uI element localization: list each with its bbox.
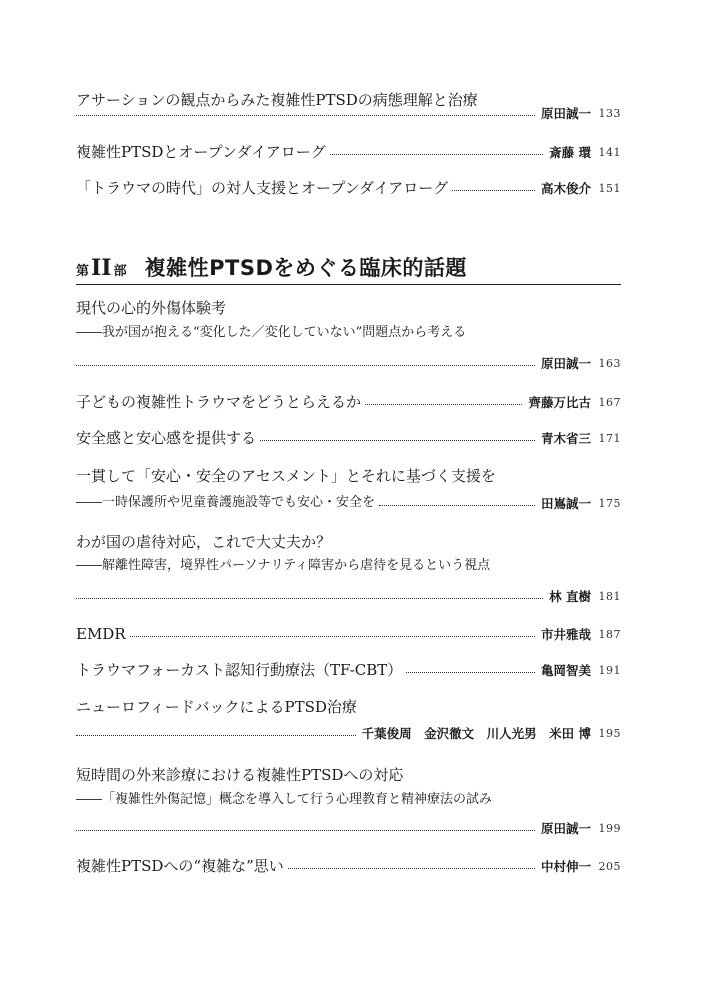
toc-entry-subtitle: ――解離性障害，境界性パーソナリティ障害から虐待を見るという視点	[76, 558, 491, 573]
toc-entry-title: 安全感と安心感を提供する	[76, 429, 257, 447]
toc-entry-author: 亀岡智美	[540, 663, 591, 678]
toc-entry-title: 「トラウマの時代」の対人支援とオープンダイアローグ	[76, 179, 449, 197]
toc-entry-author: 齊藤万比古	[528, 395, 591, 410]
toc-entry-title: トラウマフォーカスト認知行動療法（TF-CBT）	[76, 661, 403, 679]
toc-entry-page-number: 167	[598, 395, 621, 409]
toc-entry-leader-row[interactable]	[76, 586, 621, 606]
toc-entry[interactable]	[76, 624, 621, 644]
toc-entry-subtitle: ――「複雑性外傷記憶」概念を導入して行う心理教育と精神療法の試み	[76, 792, 493, 807]
leader-dots	[76, 598, 543, 599]
toc-entry-author: 原田誠一	[540, 356, 591, 371]
part-heading-rule	[76, 284, 621, 285]
toc-entry-page-number: 151	[598, 181, 621, 195]
toc-entry-title: アサーションの観点からみた複雑性PTSDの病態理解と治療	[76, 91, 478, 109]
toc-entry-title: 一貫して「安心・安全のアセスメント」とそれに基づく支援を	[76, 467, 496, 485]
toc-entry[interactable]	[76, 493, 621, 513]
toc-entry-leader-row[interactable]	[76, 723, 621, 743]
toc-entry[interactable]	[76, 392, 621, 412]
toc-entry-authors: 千葉俊周 金沢徹文 川人光男 米田 博	[361, 726, 591, 741]
toc-entry-subtitle: ――一時保護所や児童養護施設等でも安心・安全を	[76, 495, 376, 510]
toc-entry-page-number: 133	[598, 106, 621, 120]
toc-entry-title: ニューロフィードバックによるPTSD治療	[76, 698, 357, 716]
leader-dots	[379, 505, 535, 506]
toc-entry-title: 子どもの複雑性トラウマをどうとらえるか	[76, 393, 362, 411]
leader-dots	[330, 154, 543, 155]
leader-dots	[76, 830, 535, 831]
leader-dots	[365, 404, 522, 405]
leader-dots	[76, 365, 535, 366]
toc-entry-title: 複雑性PTSDへの“複雑な”思い	[76, 857, 284, 875]
toc-entry-author: 原田誠一	[540, 106, 591, 121]
toc-entry-title: 複雑性PTSDとオープンダイアローグ	[76, 143, 326, 161]
toc-entry-title: 現代の心的外傷体験考	[76, 299, 227, 317]
leader-dots	[130, 636, 535, 637]
toc-entry-author: 斎藤 環	[549, 145, 591, 160]
toc-entry-leader-row[interactable]	[76, 353, 621, 373]
toc-entry-author: 高木俊介	[540, 181, 591, 196]
toc-entry-leader-row[interactable]	[76, 818, 621, 838]
leader-dots	[260, 440, 535, 441]
toc-entry[interactable]	[76, 142, 621, 162]
toc-entry-page-number: 171	[598, 431, 621, 445]
part-heading	[76, 252, 467, 284]
part-number: II	[91, 255, 112, 281]
toc-entry-page-number: 199	[598, 821, 621, 835]
toc-entry-author: 中村伸一	[540, 859, 591, 874]
toc-entry-author: 原田誠一	[540, 821, 591, 836]
toc-entry-author: 青木省三	[540, 431, 591, 446]
toc-entry[interactable]	[76, 856, 621, 876]
toc-entry-title: わが国の虐待対応，これで大丈夫か？	[76, 533, 332, 551]
toc-entry-page-number: 187	[598, 627, 621, 641]
toc-entry-page-number: 205	[598, 859, 621, 873]
toc-entry-page-number: 175	[598, 496, 621, 510]
toc-entry-subtitle: ――我が国が抱える“変化した／変化していない”問題点から考える	[76, 325, 467, 340]
part-label-prefix: 第	[76, 264, 90, 279]
leader-dots	[76, 115, 535, 116]
toc-entry-page-number: 141	[598, 145, 621, 159]
toc-entry[interactable]	[76, 428, 621, 448]
toc-entry-leader-row[interactable]	[76, 103, 621, 123]
part-label-suffix: 部	[113, 264, 127, 279]
part-title: 複雑性PTSDをめぐる臨床的話題	[144, 256, 467, 280]
toc-entry-author: 市井雅哉	[540, 627, 591, 642]
toc-entry-author: 林 直樹	[549, 589, 591, 604]
toc-entry-page-number: 195	[598, 726, 621, 740]
toc-entry-page-number: 181	[598, 589, 621, 603]
toc-entry-author: 田嶌誠一	[540, 496, 591, 511]
toc-entry-title: EMDR	[76, 625, 126, 643]
toc-entry[interactable]	[76, 178, 621, 198]
leader-dots	[452, 190, 535, 191]
leader-dots	[288, 868, 535, 869]
toc-entry[interactable]	[76, 660, 621, 680]
toc-entry-page-number: 163	[598, 356, 621, 370]
leader-dots	[76, 735, 356, 736]
toc-entry-page-number: 191	[598, 663, 621, 677]
leader-dots	[406, 672, 535, 673]
toc-entry-title: 短時間の外来診療における複雑性PTSDへの対応	[76, 766, 404, 784]
